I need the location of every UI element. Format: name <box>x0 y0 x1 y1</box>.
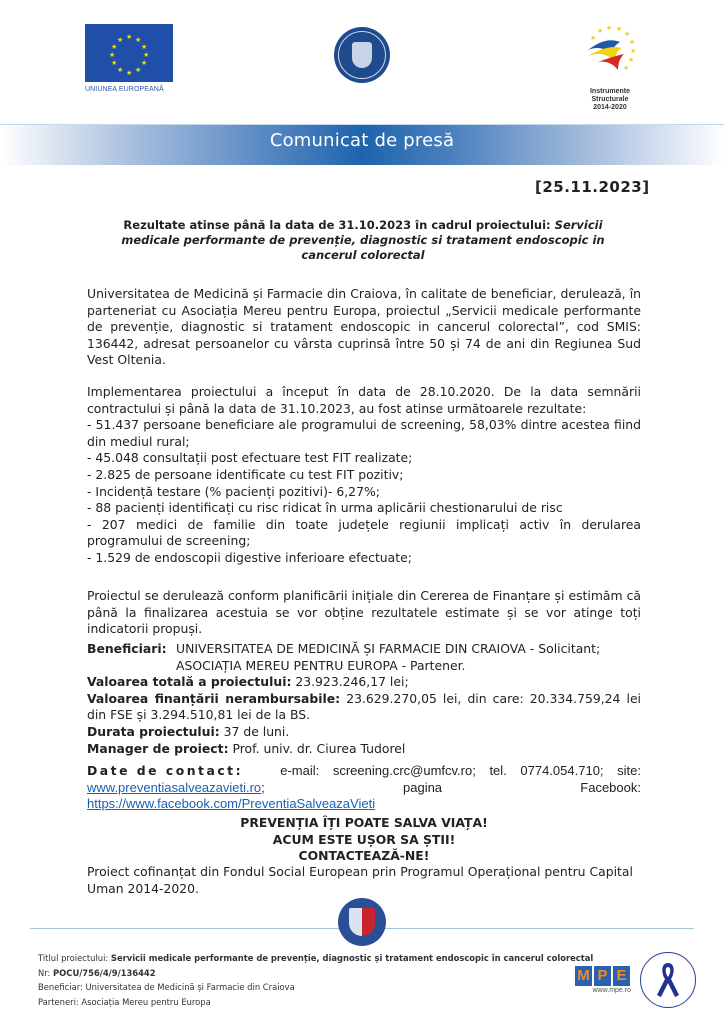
total-value: 23.923.246,17 lei; <box>291 674 409 690</box>
svg-text:★: ★ <box>624 30 631 38</box>
slogans <box>87 815 641 865</box>
grant-value-row <box>87 691 641 724</box>
title-project-name: Servicii medicale performante de prevenție, diagnostic si tratament endoscopic in cancerul colorectal <box>121 218 605 262</box>
romanian-government-seal-icon <box>334 27 390 83</box>
grant-value-label: Valoarea finanțării nerambursabile: <box>87 690 341 706</box>
mpe-url: www.mpe.ro <box>592 987 631 994</box>
result-item: - 45.048 consultații post efectuare test FIT realizate; <box>87 450 413 466</box>
beneficiary-applicant: UNIVERSITATEA DE MEDICINĂ ȘI FARMACIE DIN CRAIOVA - Solicitant; <box>176 641 601 656</box>
grant-value: 23.629.270,05 lei, din care: 20.334.759,24 lei din FSE și 3.294.510,81 lei de la BS. <box>87 690 642 723</box>
slogan: PREVENȚIA ÎȚI POATE SALVA VIAȚA! <box>240 815 488 830</box>
result-item: - Incidență testare (% pacienți pozitivi)- 6,27%; <box>87 483 380 499</box>
svg-text:★: ★ <box>623 64 630 72</box>
contact-label: Date de contact: <box>87 763 244 778</box>
svg-text:★: ★ <box>606 24 613 32</box>
manager-value: Prof. univ. dr. Ciurea Tudorel <box>228 740 406 756</box>
result-item: - 1.529 de endoscopii digestive inferioare efectuate; <box>87 549 412 565</box>
svg-text:★: ★ <box>590 34 597 42</box>
cofinancing-note: Proiect cofinanțat din Fondul Social European prin Programul Operațional pentru Capital Uman 2014-2020. <box>87 864 633 896</box>
footer-project-number: Nr: POCU/756/4/9/136442 <box>38 967 156 978</box>
facebook-page-label: pagina <box>403 779 443 795</box>
results-section <box>87 384 641 567</box>
eu-flag-icon: ★ ★ ★ ★ ★ ★ ★ ★ ★ ★ ★ ★ <box>85 24 173 82</box>
footer-project-title: Titlul proiectului: Servicii medicale performante de prevenție, diagnostic și tratament endoscopic în cancerul colorectal <box>38 953 594 963</box>
footer-partners: Parteneri: Asociația Mereu pentru Europa <box>38 996 211 1007</box>
svg-text:★: ★ <box>628 56 635 64</box>
results-intro: Implementarea proiectului a început în data de 28.10.2020. De la data semnării contractului și până la data de 31.10.2023, au fost atinse următoarele rezultate: <box>87 384 641 416</box>
result-item: - 207 medici de familie din toate județele regiunii implicați activ în derularea programului de screening; <box>87 516 641 549</box>
result-item: - 51.437 persoane beneficiare ale programului de screening, 58,03% dintre acestea fiind din mediul rural; <box>87 417 641 449</box>
awareness-ribbon-icon <box>641 953 695 1007</box>
beneficiaries-row <box>87 641 641 674</box>
slogan: ACUM ESTE UȘOR SA ȘTII! <box>272 831 456 847</box>
slogan: CONTACTEAZĂ-NE! <box>298 848 430 864</box>
status-paragraph: Proiectul se derulează conform planificării inițiale din Cererea de Finanțare și estimăm că până la finalizarea acestuia se vor obține rezultatele estimate și se vor atinge toți indicatorii propuși. <box>87 588 641 637</box>
document-title <box>98 218 628 263</box>
beneficiary-partner: ASOCIAȚIA MEREU PENTRU EUROPA - Partener. <box>176 657 466 673</box>
facebook-label: Facebook: <box>580 779 641 795</box>
svg-text:★: ★ <box>616 25 623 33</box>
banner-title: Comunicat de presă <box>269 130 455 151</box>
intro-paragraph: Universitatea de Medicină și Farmacie din Craiova, în calitate de beneficiar, derulează, în parteneriat cu Asociația Mereu pentru Europa, proiectul „Servicii medicale performante de prevenție, diagnostic si tratament endoscopic in cancerul colorectal”, cod SMIS: 136442, adresat persoanelor cu vârsta cuprinsă între 50 și 74 de ani din Regiunea Sud Vest Oltenia. <box>87 286 641 368</box>
screening-program-ribbon-logo <box>640 952 696 1008</box>
eu-caption: UNIUNEA EUROPEANĂ <box>85 86 164 93</box>
contact-line-2: www.preventiasalveazavieti.ro; pagina Facebook: <box>87 779 641 795</box>
mpe-letter: E <box>613 966 630 986</box>
total-value-row <box>87 674 641 691</box>
project-details <box>87 641 641 757</box>
result-item: - 2.825 de persoane identificate cu test FIT pozitiv; <box>87 466 404 482</box>
footer-beneficiary: Beneficiar: Universitatea de Medicină și Farmacie din Craiova <box>38 982 295 992</box>
total-value-label: Valoarea totală a proiectului: <box>87 674 292 690</box>
svg-text:★: ★ <box>630 47 637 55</box>
mpe-letter: P <box>594 966 611 986</box>
contact-section <box>87 763 641 813</box>
umf-craiova-seal-icon <box>338 898 386 946</box>
structural-instruments-years: 2014-2020 <box>593 104 627 111</box>
facebook-link[interactable]: https://www.facebook.com/PreventiaSalveazaVieti <box>87 796 376 812</box>
release-date: [25.11.2023] <box>535 178 650 196</box>
svg-text:★: ★ <box>629 38 636 46</box>
website-link[interactable]: www.preventiasalveazavieti.ro <box>87 779 262 795</box>
manager-row <box>87 741 641 758</box>
structural-instruments-logo <box>573 22 647 112</box>
mpe-logo <box>575 966 631 994</box>
eu-logo <box>85 24 173 93</box>
footer-project-info <box>38 951 593 1009</box>
contact-line-1 <box>87 763 641 780</box>
duration-value: 37 de luni. <box>219 723 290 739</box>
result-item: - 88 pacienți identificați cu risc ridicat în urma aplicării chestionarului de risc <box>87 500 563 516</box>
duration-row <box>87 724 641 741</box>
beneficiaries-label: Beneficiari: <box>87 641 167 656</box>
svg-text:★: ★ <box>597 27 604 35</box>
structural-instruments-icon <box>580 22 640 82</box>
contact-details: e-mail: screening.crc@umfcv.ro; tel. 0774.054.710; site: <box>280 763 641 778</box>
duration-label: Durata proiectului: <box>87 723 220 739</box>
manager-label: Manager de proiect: <box>87 740 229 756</box>
title-bold-part: Rezultate atinse până la data de 31.10.2023 în cadrul proiectului: <box>123 218 555 232</box>
mpe-letter: M <box>575 966 592 986</box>
structural-instruments-caption: Instrumente Structurale <box>589 88 631 103</box>
